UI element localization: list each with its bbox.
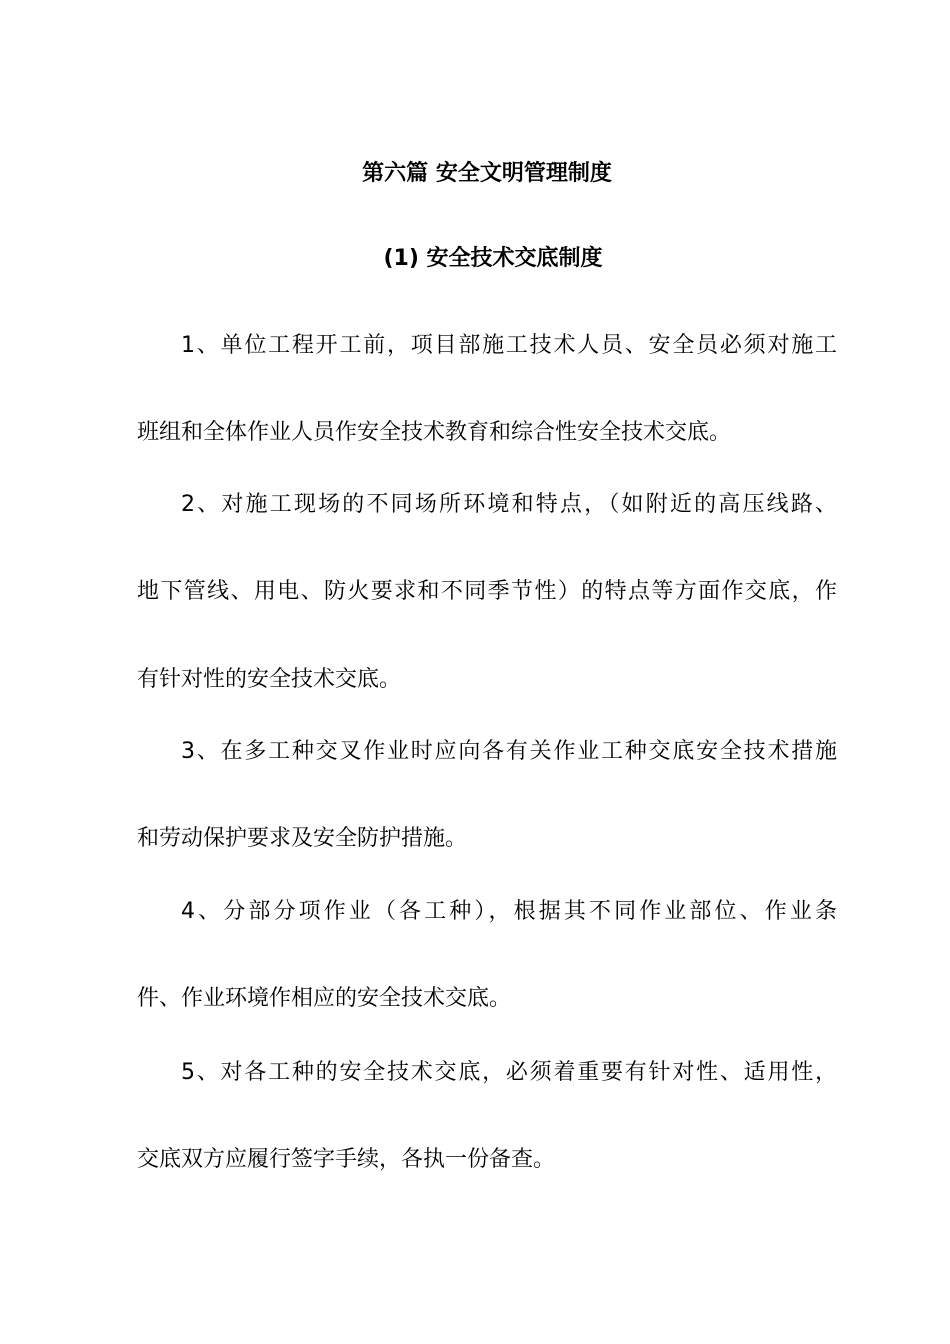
paragraph-3-line-1: 3、在多工种交叉作业时应向各有关作业工种交底安全技术措施 <box>181 739 837 764</box>
paragraph-2-line-1: 2、对施工现场的不同场所环境和特点，（如附近的高压线路、 <box>181 492 837 517</box>
section-title: (1) 安全技术交底制度 <box>383 246 603 271</box>
paragraph-4-line-2: 件、作业环境作相应的安全技术交底。 <box>137 986 512 1011</box>
paragraph-1-line-2: 班组和全体作业人员作安全技术教育和综合性安全技术交底。 <box>137 420 732 445</box>
paragraph-5-line-1: 5、对各工种的安全技术交底，必须着重要有针对性、适用性， <box>181 1060 837 1085</box>
chapter-title: 第六篇 安全文明管理制度 <box>362 161 612 186</box>
paragraph-2-line-3: 有针对性的安全技术交底。 <box>137 667 402 692</box>
paragraph-1-line-1: 1、单位工程开工前，项目部施工技术人员、安全员必须对施工 <box>181 333 837 358</box>
paragraph-2-line-2: 地下管线、用电、防火要求和不同季节性）的特点等方面作交底，作 <box>137 579 837 604</box>
paragraph-3-line-2: 和劳动保护要求及安全防护措施。 <box>137 826 468 851</box>
paragraph-4-line-1: 4、分部分项作业（各工种），根据其不同作业部位、作业条 <box>181 899 837 924</box>
paragraph-5-line-2: 交底双方应履行签字手续，各执一份备查。 <box>137 1147 556 1172</box>
